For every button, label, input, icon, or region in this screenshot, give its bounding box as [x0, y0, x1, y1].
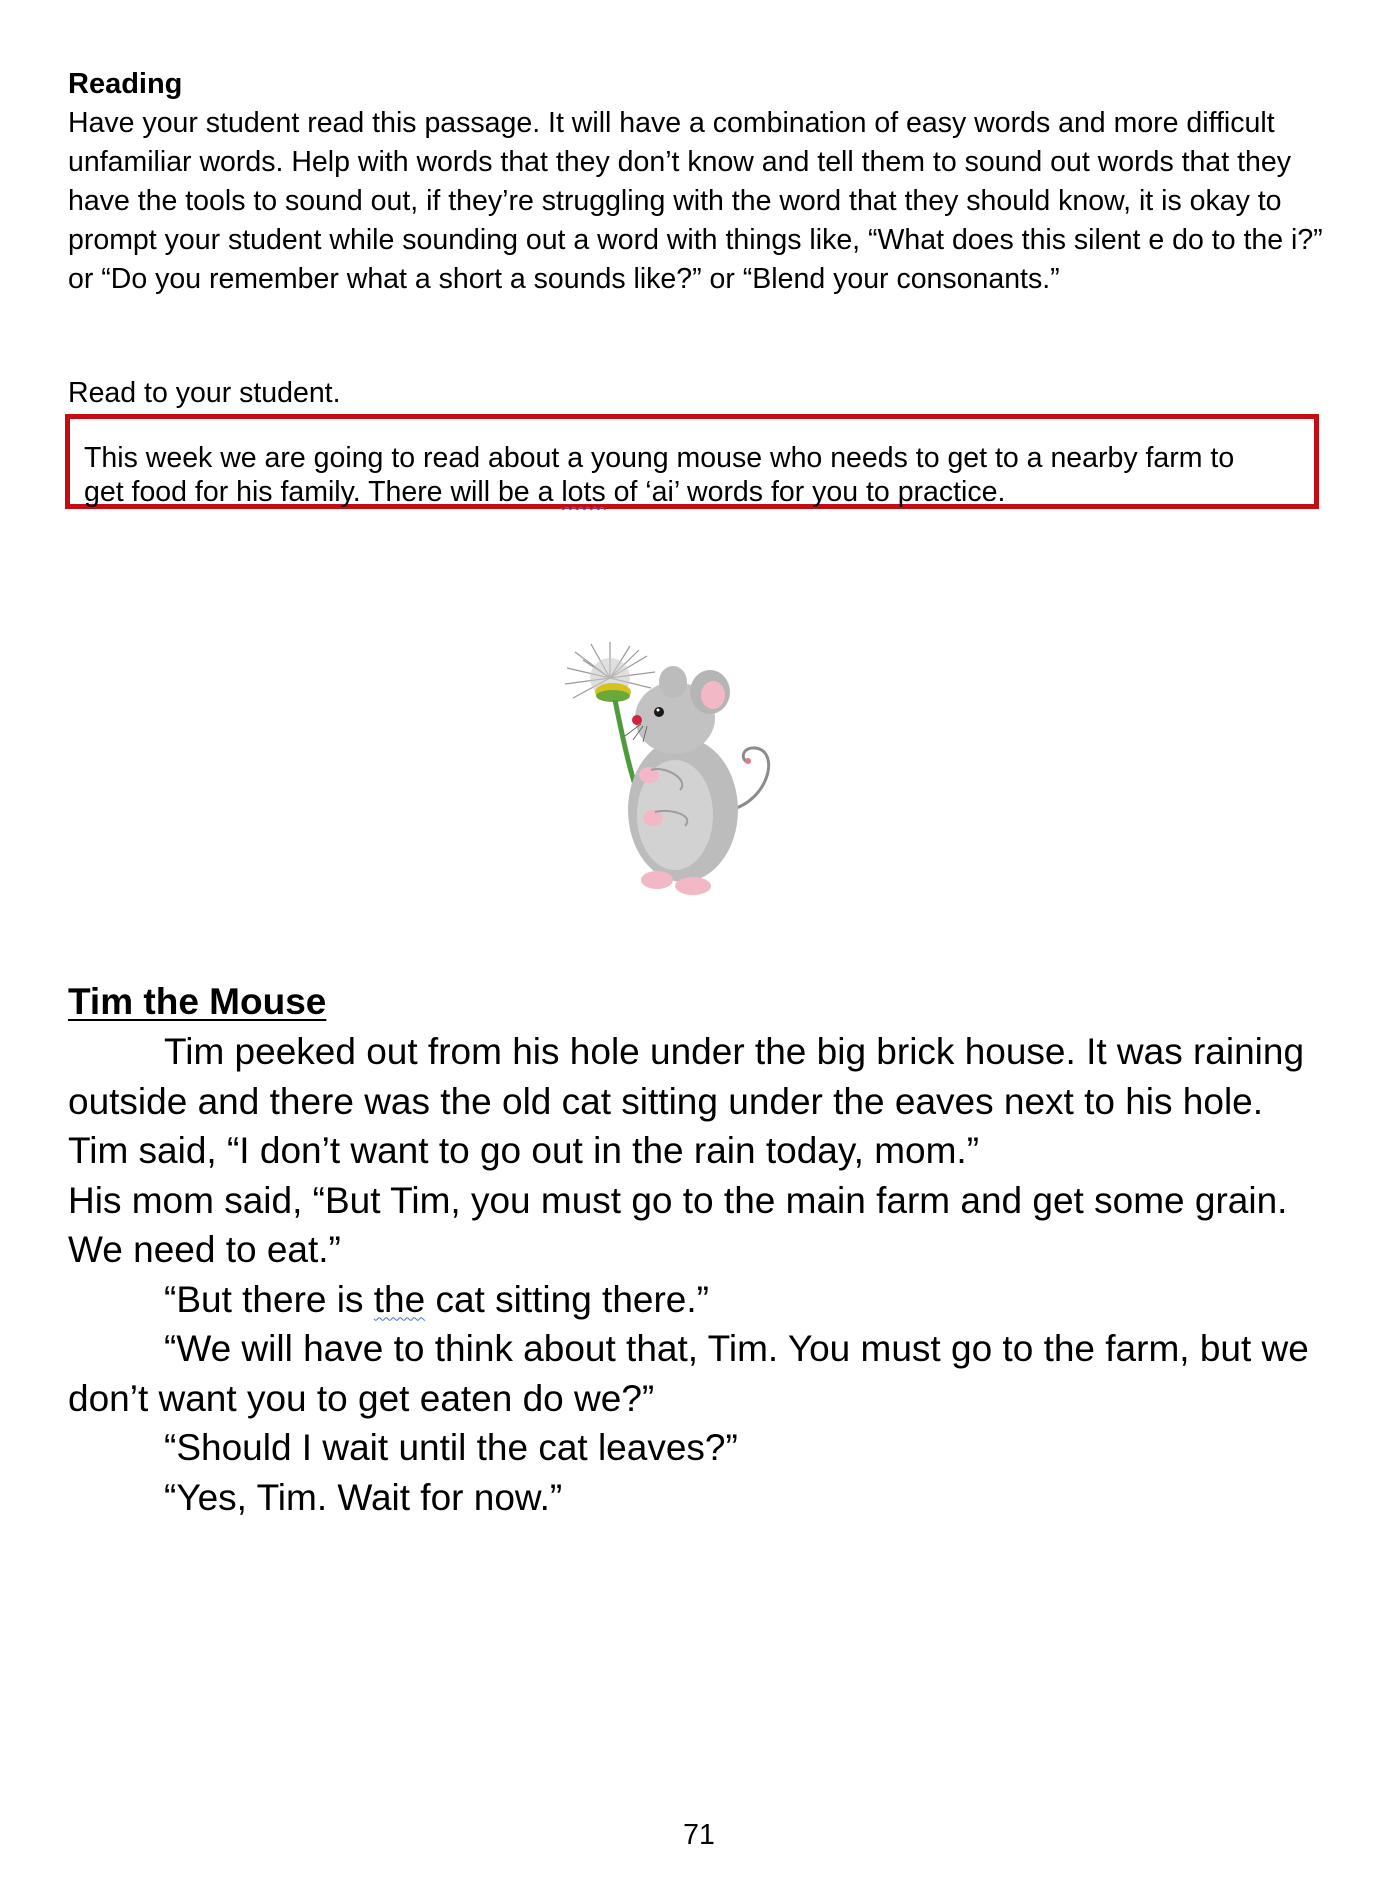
story-paragraph: “Should I wait until the cat leaves?” [164, 1427, 738, 1468]
story-text: cat sitting there.” [425, 1278, 709, 1320]
callout-text: of ‘ai’ words for you to practice. [605, 476, 1006, 508]
spellcheck-flagged-word: lots [561, 476, 606, 508]
spellcheck-flagged-word: the [373, 1278, 426, 1320]
story-paragraph [68, 1275, 1338, 1325]
story-paragraph: Tim peeked out from his hole under the big brick house. It was raining outside and there was the old cat sitting under the eaves next to his hole. [68, 1031, 1305, 1122]
story-body [68, 1027, 1338, 1522]
story-title: Tim the Mouse [68, 981, 327, 1022]
mouse-holding-dandelion-icon [555, 640, 845, 920]
story-paragraph: Tim said, “I don’t want to go out in the rain today, mom.” [68, 1130, 980, 1171]
instructions-paragraph: Have your student read this passage. It will have a combination of easy words and more difficult unfamiliar words. Help with words that they don’t know and tell them to sound out words that they have the tools to sound out, if they’re struggling with the word that they should know, it is okay to prompt your student while sounding out a word with things like, “What does this silent e do to the i?” or “Do you remember what a short a sounds like?” or “Blend your consonants.” [68, 107, 1323, 295]
callout-line-2 [84, 475, 1300, 509]
story-paragraph: “Yes, Tim. Wait for now.” [164, 1476, 563, 1518]
story-paragraph: “We will have to think about that, Tim. You must go to the farm, but we don’t want you to get eaten do we?” [68, 1328, 1309, 1419]
intro-callout-box [65, 414, 1319, 509]
dandelion-icon [565, 642, 655, 702]
callout-line-1: This week we are going to read about a young mouse who needs to get to a nearby farm to [84, 442, 1235, 474]
page-number: 71 [683, 1819, 715, 1851]
section-heading: Reading [68, 68, 183, 100]
story-paragraph: His mom said, “But Tim, you must go to the main farm and get some grain. We need to eat.” [68, 1179, 1288, 1270]
read-aloud-label: Read to your student. [68, 377, 341, 409]
callout-text: get food for his family. There will be a [84, 476, 562, 508]
story-text: “But there is [164, 1278, 374, 1320]
